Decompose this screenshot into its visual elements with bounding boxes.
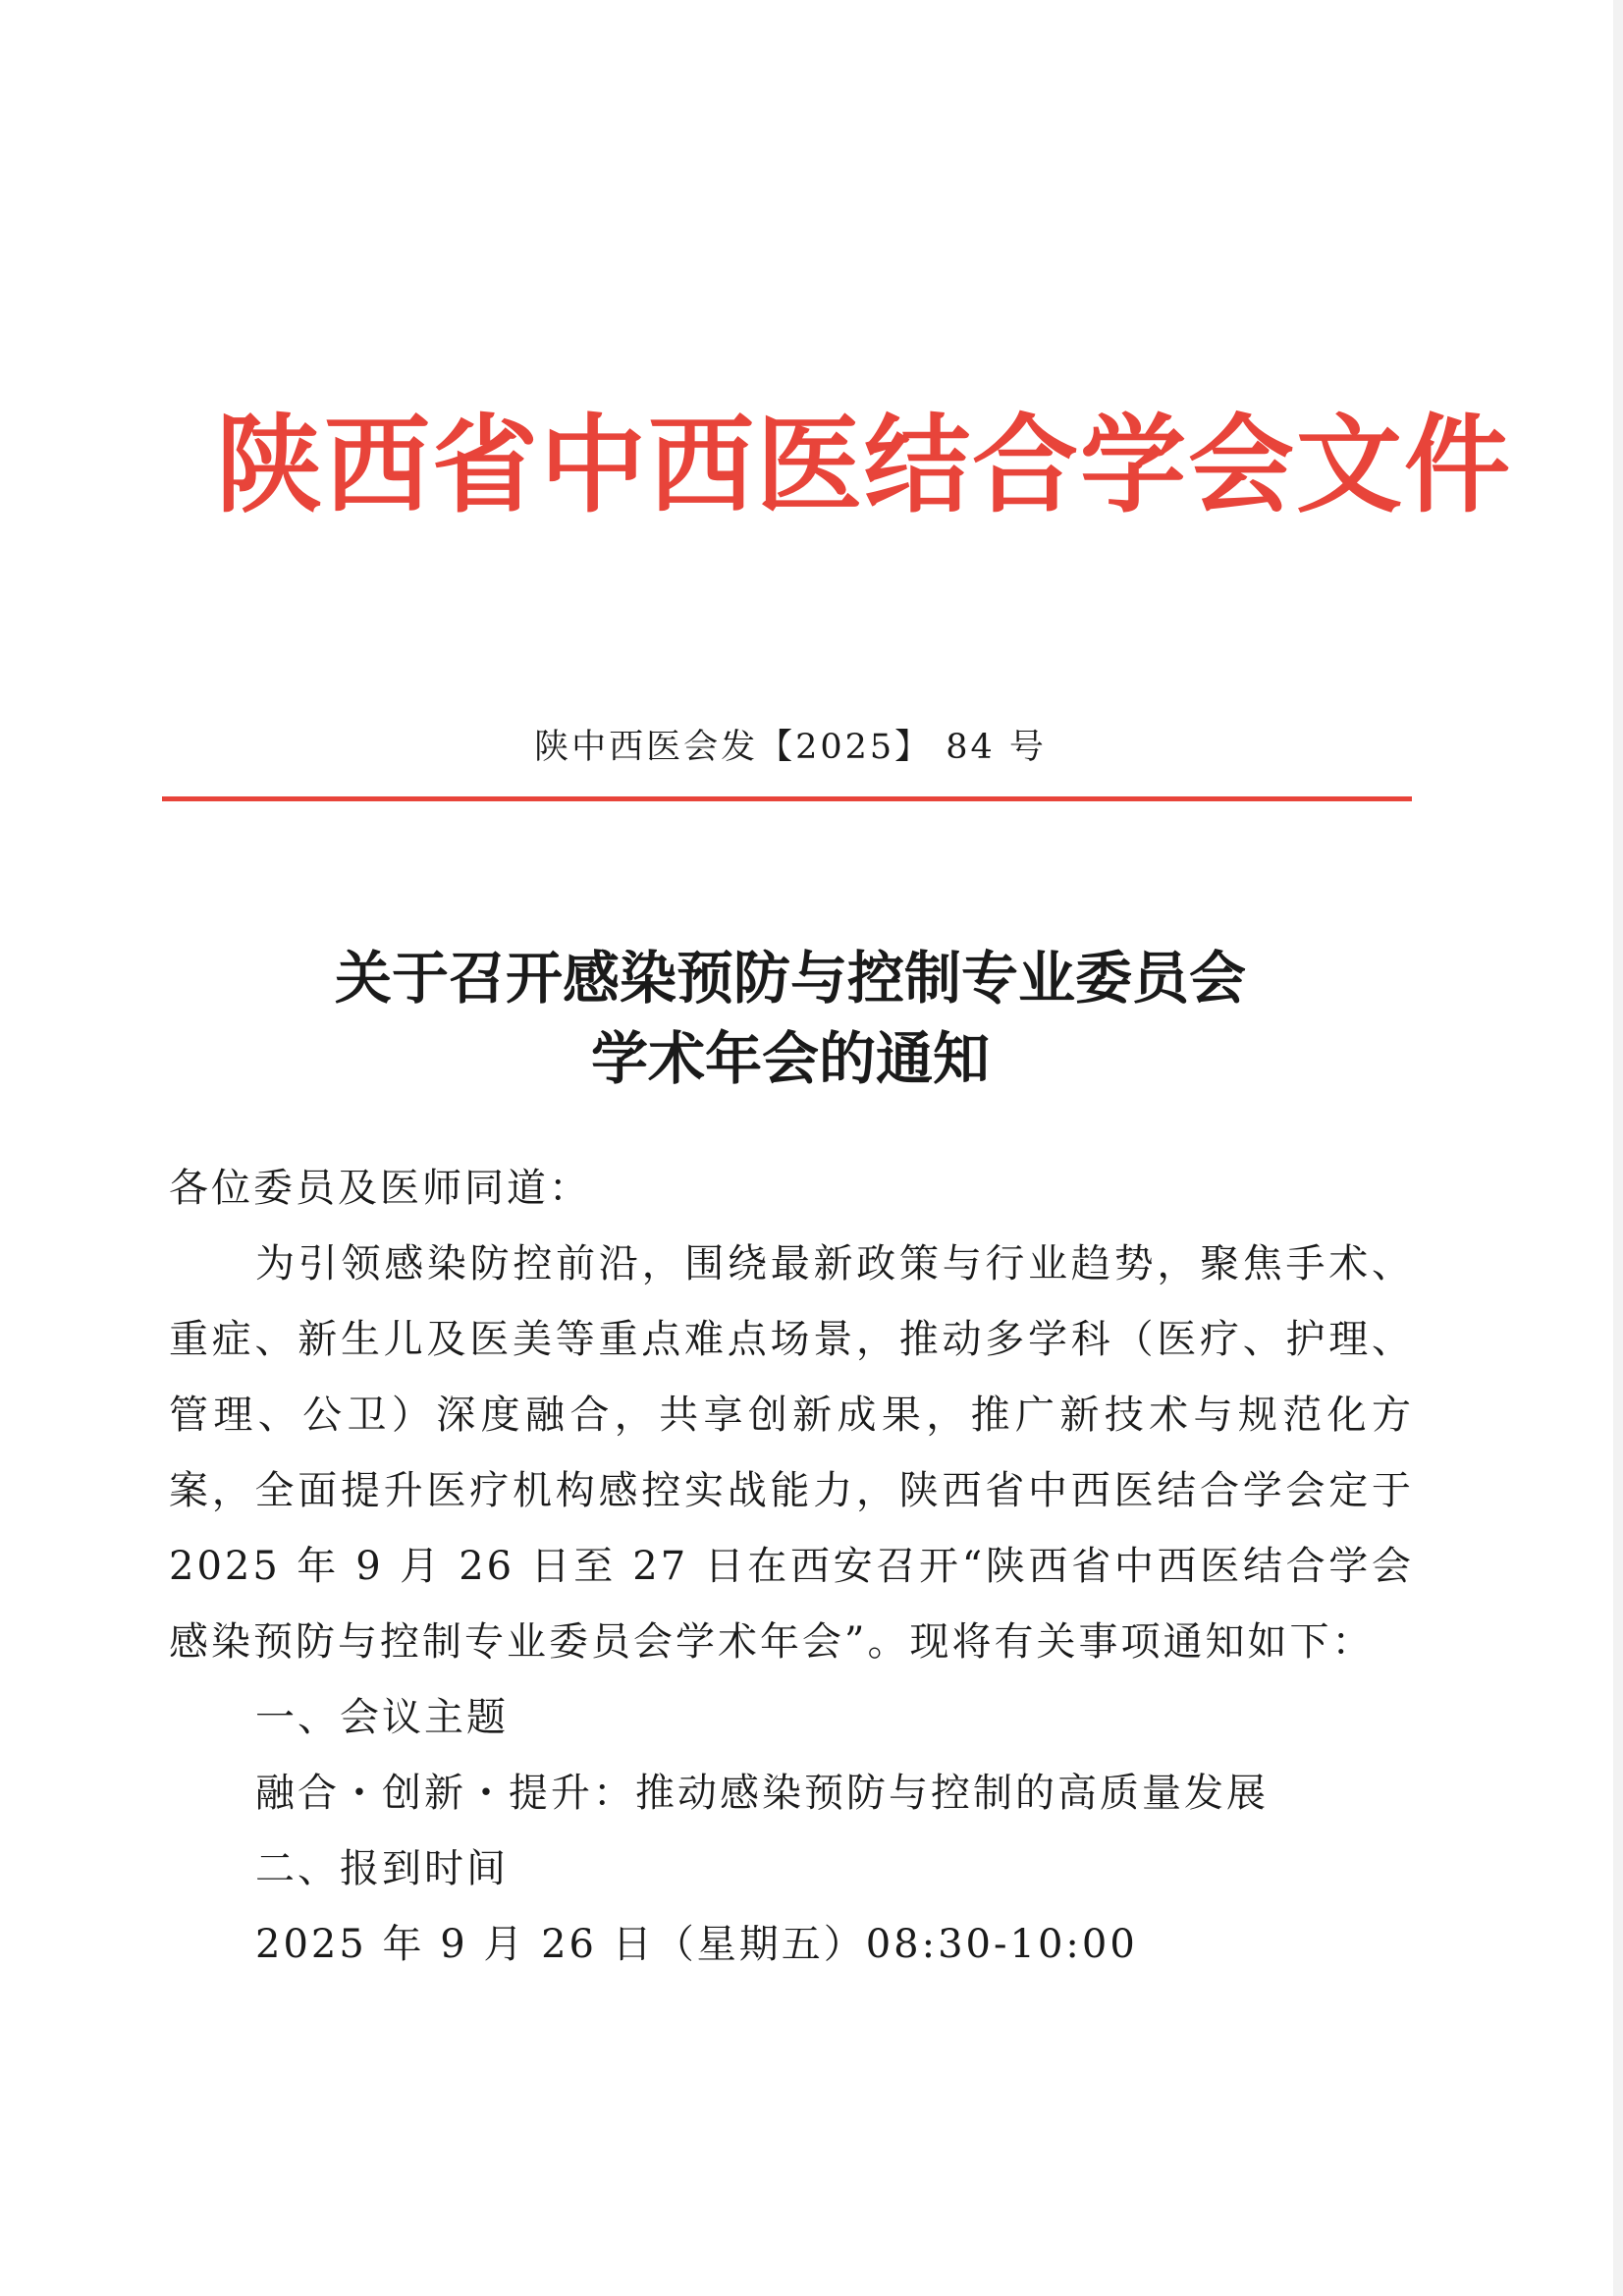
- notice-title: [162, 938, 1419, 1100]
- section-heading-theme: 一、会议主题: [255, 1695, 509, 1740]
- salutation: 各位委员及医师同道：: [169, 1166, 591, 1211]
- notice-title-line-1: 关于召开感染预防与控制专业委员会: [334, 945, 1246, 1011]
- intro-paragraph: 为引领感染防控前沿，围绕最新政策与行业趋势，聚焦手术、重症、新生儿及医美等重点难点场景，推动多学科（医疗、护理、管理、公卫）深度融合，共享创新成果，推广新技术与规范化方案，全面提升医疗机构感控实战能力，陕西省中西医结合学会定于 2025 年 9 月 26 日至 27 日在西安召开“陕西省中西医结合学会感染预防与控制专业委员会学术年会”。现将有关事项通知如下：: [169, 1241, 1414, 1665]
- notice-title-line-2: 学术年会的通知: [590, 1025, 990, 1093]
- notice-body: [169, 1151, 1414, 1983]
- red-divider: [162, 796, 1412, 801]
- section-heading-registration: 二、报到时间: [255, 1846, 509, 1891]
- masthead-title: 陕西省中西医结合学会文件: [216, 404, 1513, 527]
- section-content-registration: 2025 年 9 月 26 日（星期五）08:30-10:00: [255, 1922, 1138, 1967]
- document-number: 陕中西医会发【2025】 84 号: [534, 728, 1047, 767]
- scan-edge: [1613, 0, 1623, 2296]
- section-content-theme: 融合・创新・提升：推动感染预防与控制的高质量发展: [255, 1771, 1269, 1816]
